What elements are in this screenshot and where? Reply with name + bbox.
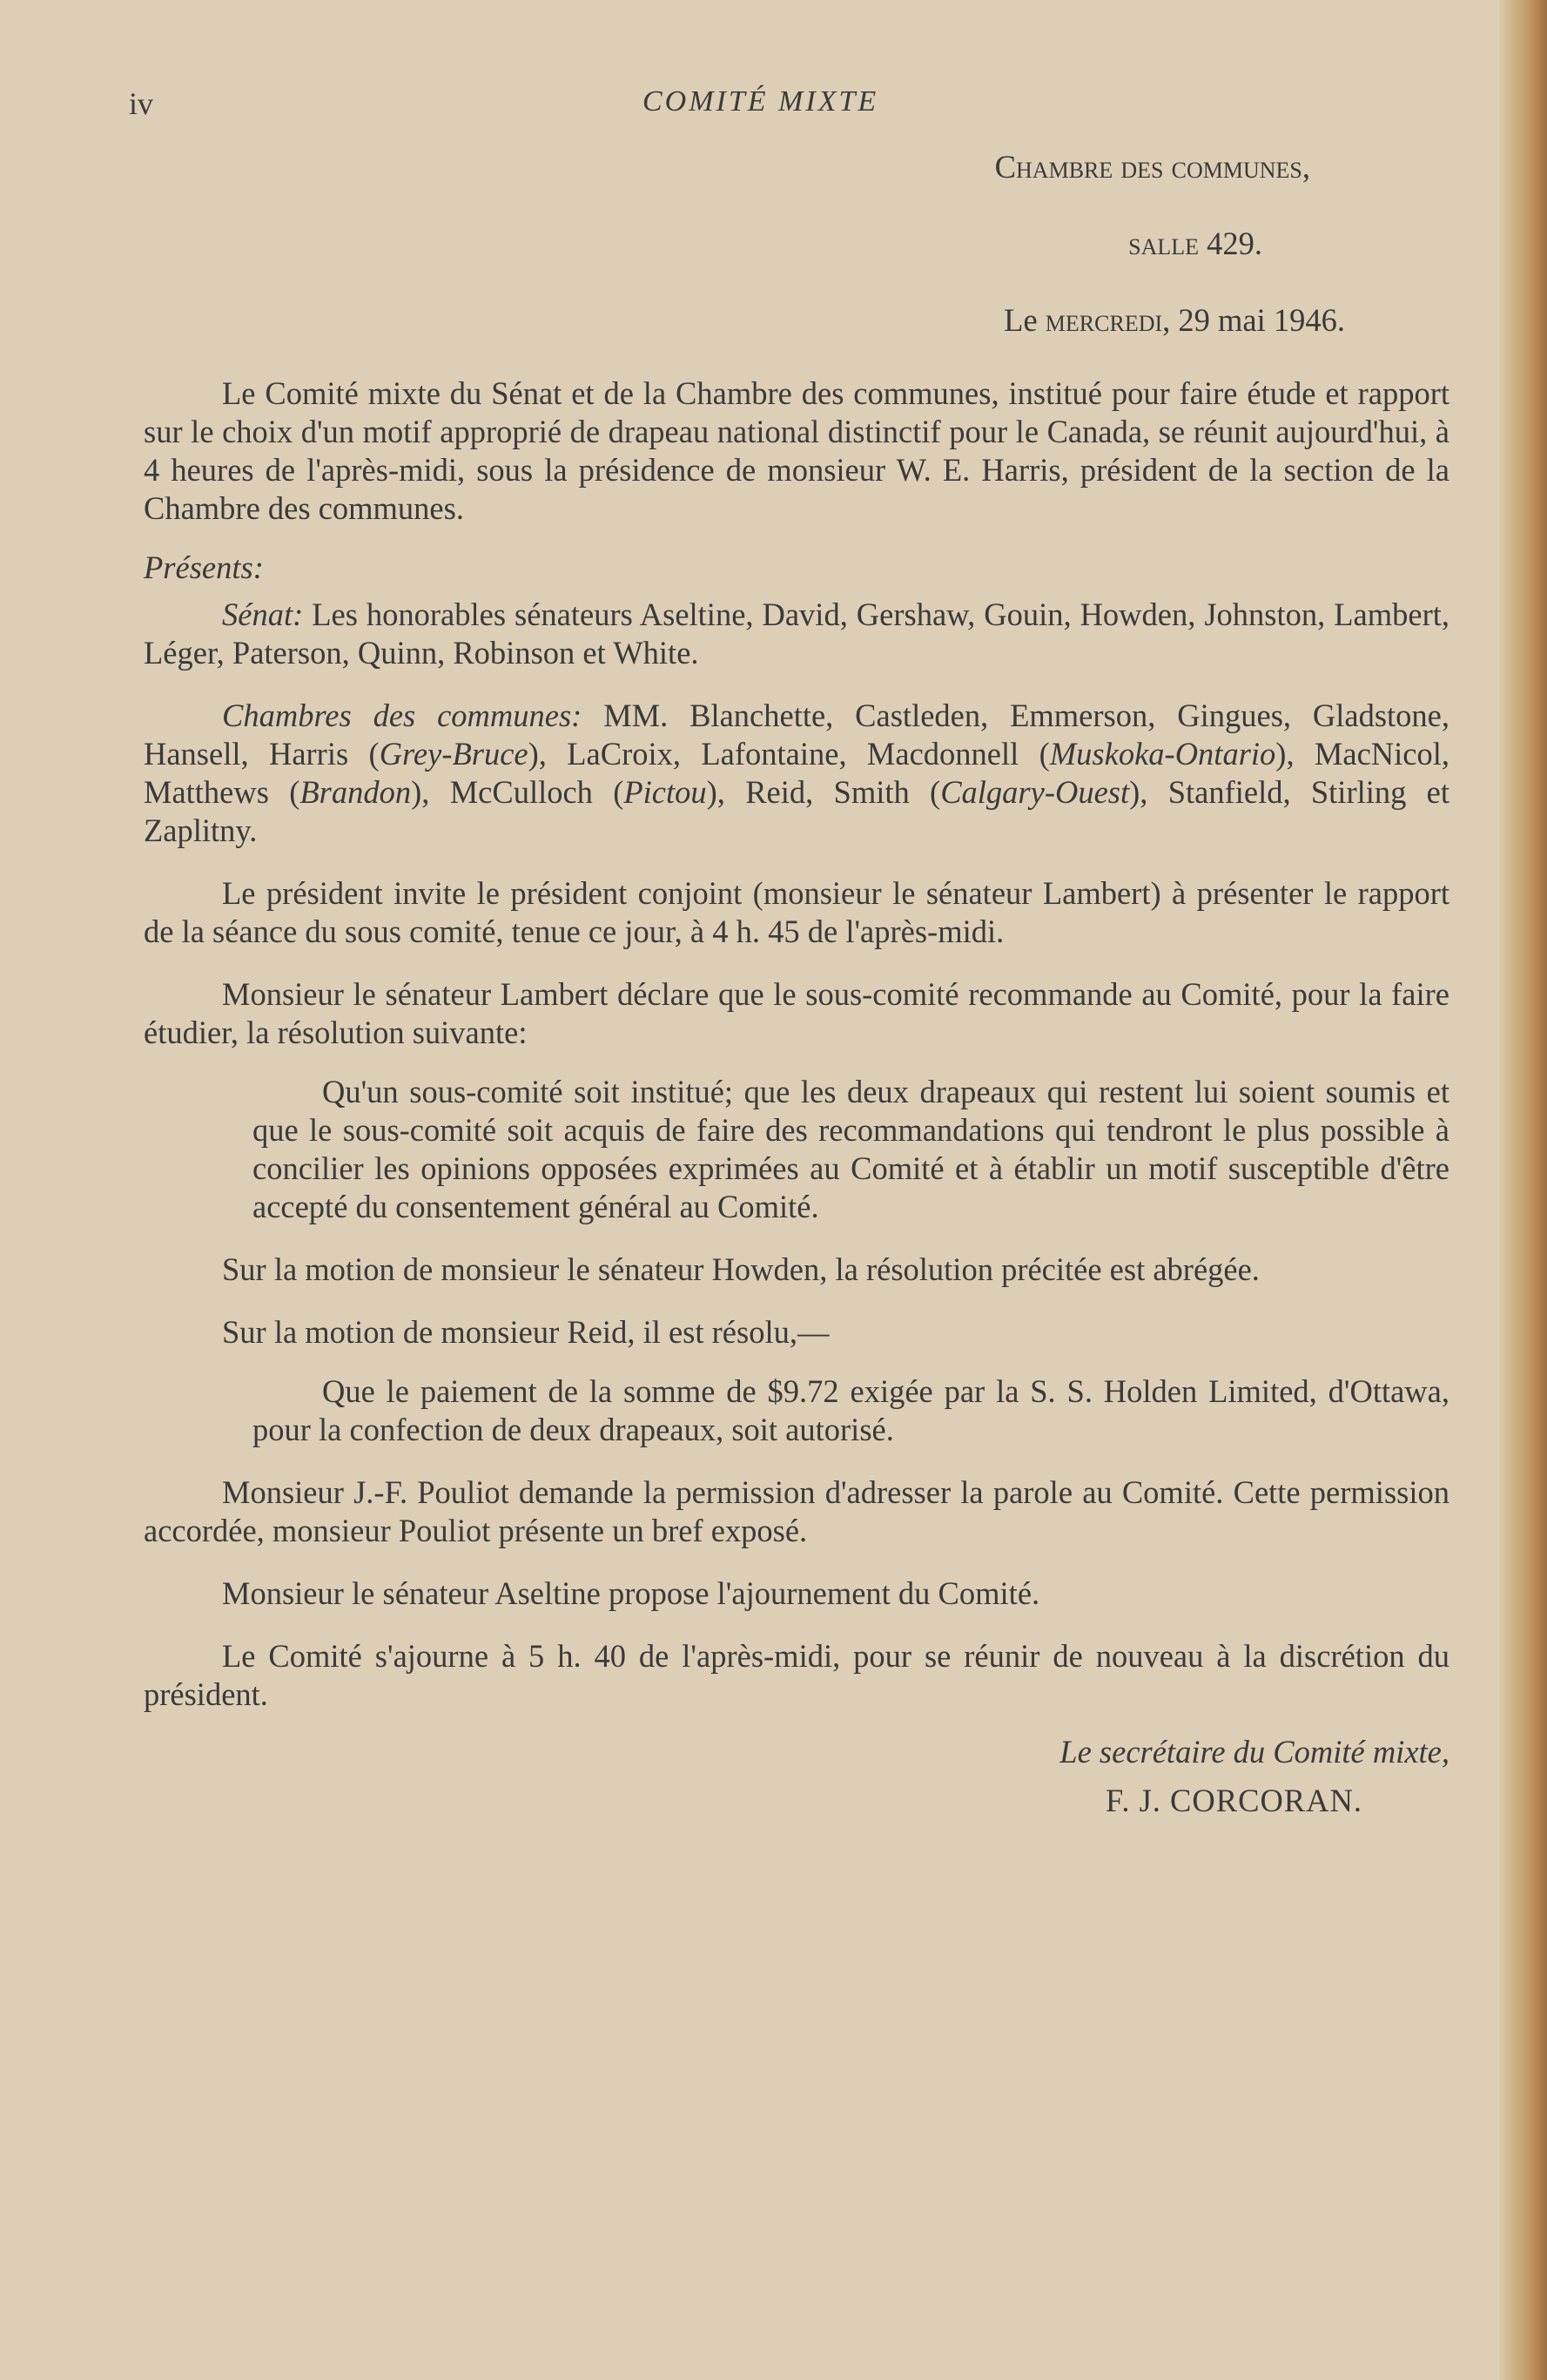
- reid-paragraph: Sur la motion de monsieur Reid, il est résolu,—: [222, 1314, 830, 1350]
- page-edge-stain: [1499, 0, 1547, 2380]
- commons-text-5: ), Reid, Smith (: [706, 774, 941, 810]
- commons-text-4: ), McCulloch (: [411, 774, 624, 810]
- date-line: [144, 301, 1449, 340]
- date-prefix: Le: [1004, 302, 1046, 338]
- commons-text-6: ), Stanfield, Stirling et Zaplitny.: [144, 774, 1450, 848]
- riding-pictou: Pictou: [623, 774, 707, 810]
- commons-label: Chambres des communes:: [222, 698, 582, 733]
- intro-paragraph: Le Comité mixte du Sénat et de la Chambre des communes, institué pour faire étude et rapport sur le choix d'un motif approprié de drapeau national distinctif pour le Canada, se réunit aujourd'hui, à 4 heures de l'après-midi, sous la présidence de monsieur W. E. Harris, président de la section de la Chambre des communes.: [144, 375, 1449, 526]
- document-body: [144, 148, 1449, 1820]
- adjourn-paragraph: Le Comité s'ajourne à 5 h. 40 de l'après-midi, pour se réunir de nouveau à la discrétion du président.: [144, 1638, 1449, 1712]
- page-header: [129, 85, 1435, 129]
- running-title: COMITÉ MIXTE: [642, 85, 879, 118]
- pouliot-paragraph: Monsieur J.-F. Pouliot demande la permission d'adresser la parole au Comité. Cette permission accordée, monsieur Pouliot présente un bref exposé.: [144, 1474, 1449, 1548]
- signature-role: Le secrétaire du Comité mixte,: [1059, 1734, 1449, 1770]
- senate-label: Sénat:: [222, 597, 304, 632]
- riding-brandon: Brandon: [299, 774, 412, 810]
- commons-text-1: MM. Blanchette, Castleden, Emmerson, Gingues, Gladstone, Hansell, Harris (: [144, 698, 1450, 772]
- lambert-paragraph: Monsieur le sénateur Lambert déclare que le sous-comité recommande au Comité, pour la faire étudier, la résolution suivante:: [144, 976, 1449, 1050]
- page-number: iv: [129, 86, 154, 121]
- senate-paragraph: [144, 596, 1449, 672]
- riding-grey-bruce: Grey-Bruce: [379, 736, 528, 772]
- riding-calgary-ouest: Calgary-Ouest: [940, 774, 1130, 810]
- place-line-1: Chambre des communes,: [994, 149, 1310, 185]
- aseltine-paragraph: Monsieur le sénateur Aseltine propose l'ajournement du Comité.: [222, 1575, 1040, 1611]
- commons-text-3: ), MacNicol, Matthews (: [144, 736, 1449, 810]
- date-rest: , 29 mai 1946.: [1162, 302, 1345, 338]
- signature-name: F. J. CORCORAN.: [1105, 1783, 1362, 1818]
- riding-muskoka-ontario: Muskoka-Ontario: [1049, 736, 1276, 772]
- resolution-quote: Qu'un sous-comité soit institué; que les deux drapeaux qui restent lui soient soumis et que le sous-comité soit acquis de faire des recommandations qui tendront le plus possible à concilier les opinions opposées exprimées au Comité et à établir un motif susceptible d'être accepté du consentement général au Comité.: [252, 1074, 1449, 1224]
- commons-paragraph: [144, 697, 1449, 850]
- payment-quote: Que le paiement de la somme de $9.72 exigée par la S. S. Holden Limited, d'Ottawa, pour la confection de deux drapeaux, soit autorisé.: [252, 1373, 1449, 1447]
- presents-label: Présents:: [144, 549, 264, 585]
- senate-members: Les honorables sénateurs Aseltine, David, Gershaw, Gouin, Howden, Johnston, Lambert, Léger, Paterson, Quinn, Robinson et White.: [144, 597, 1449, 671]
- date-day: mercredi: [1045, 302, 1163, 338]
- howden-paragraph: Sur la motion de monsieur le sénateur Howden, la résolution précitée est abrégée.: [222, 1251, 1260, 1287]
- invite-paragraph: Le président invite le président conjoint (monsieur le sénateur Lambert) à présenter le rapport de la séance du sous comité, tenue ce jour, à 4 h. 45 de l'après-midi.: [144, 875, 1449, 949]
- place-line-2: salle 429.: [1128, 226, 1262, 261]
- commons-text-2: ), LaCroix, Lafontaine, Macdonnell (: [528, 736, 1050, 772]
